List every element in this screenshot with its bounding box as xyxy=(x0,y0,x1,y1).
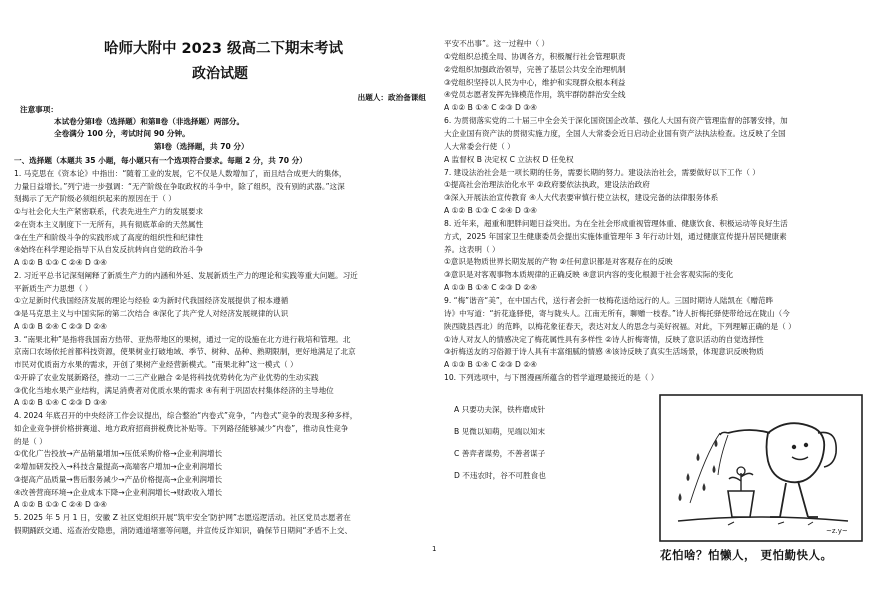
q10-option: C 善弈者谋势，不善者谋子 xyxy=(454,449,546,458)
question-line: 1. 马克思在《资本论》中指出：“随着工业的发展，它不仅是人数增加了，而且结合成更大的集体， xyxy=(14,168,347,178)
question-line: A ①② B ①④ C ②③ D ③④ xyxy=(444,103,537,113)
question-line: ③意识是对客观事物本质规律的正确反映 ④意识内容的变化根源于社会客观实际的变化 xyxy=(444,270,734,280)
section-instruction: 一、选择题（本题共 35 小题，每小题只有一个选项符合要求。每题 2 分，共 70 分） xyxy=(14,156,307,165)
question-line: ②党组织加强政治领导，完善了基层公共安全治理机制 xyxy=(444,64,626,74)
question-line: 力量日益增长。”列宁进一步强调：“无产阶级在争取政权的斗争中，除了组织，没有别的武器。”这深 xyxy=(14,181,345,191)
cartoon-caption: 花怕啥？怕懒人， 更怕勤快人。 xyxy=(660,548,833,562)
question-line: ②在资本主义制度下一无所有，具有彻底革命的天然属性 xyxy=(14,219,204,229)
question-line: A ①② B ①③ C ②④ D ③④ xyxy=(14,258,107,267)
question-line: 假期踊跃交通、巡查治安隐患，消防通道堵塞等问题，并宣传反诈知识，确保节日期间“矛盾不上交、 xyxy=(14,525,353,535)
question-line: 7. 建设法治社会是一项长期的任务，需要长期的努力。建设法治社会，需要做好以下工作（ ） xyxy=(444,167,760,177)
question-line: 4. 2024 年底召开的中央经济工作会议提出，综合整治“内卷式”竞争，“内卷式”竞争的表现多种多样， xyxy=(14,411,358,420)
question-line: ③优化当地水果产业结构，满足消费者对优质水果的需求 ④有利于巩固农村集体经济的主导地位 xyxy=(14,385,334,395)
notes-heading: 注意事项： xyxy=(20,105,58,114)
notes-line: 本试卷分第Ⅰ卷（选择题）和第Ⅱ卷（非选择题）两部分。 xyxy=(54,117,245,126)
q10-option: D 不违农时，谷不可胜食也 xyxy=(454,471,546,480)
question-line: A ①③ B ②④ C ②③ D ②④ xyxy=(14,321,107,331)
question-line: 诗》中写道：“折花逢驿使，寄与陇头人。江南无所有，聊赠一枝春。”诗人折梅托驿使带给远在陇山（今 xyxy=(444,308,790,318)
question-line: ③在生产和阶级斗争的实践形成了高度的组织性和纪律性 xyxy=(14,232,204,242)
question-line: ③深入开展法治宣传教育 ④人大代表要审慎行使立法权，建设完备的法律服务体系 xyxy=(444,193,719,203)
question-line: A 监督权 B 决定权 C 立法权 D 任免权 xyxy=(444,154,574,164)
question-line: 10. 下列选项中，与下图漫画所蕴含的哲学道理最接近的是（ ） xyxy=(444,373,659,383)
question-line: ①诗人对友人的情感决定了梅花属性具有多样性 ②诗人折梅寄情，反映了意识活动的自觉选择性 xyxy=(444,334,764,344)
question-line: ①与社会化大生产紧密联系，代表先进生产力的发展要求 xyxy=(14,207,204,216)
question-line: 5. 2025 年 5 月 1 日，安徽 Z 社区党组织开展“筑牢安全’防护网”志愿巡逻活动。社区党员志愿者在 xyxy=(14,513,351,522)
question-line: ④始终在科学理论指导下从自发反抗转向自觉的政治斗争 xyxy=(14,245,204,255)
question-line: ③是马克思主义与中国实际的第二次结合 ④深化了共产党人对经济发展规律的认识 xyxy=(14,309,289,318)
question-line: A ①② B ①③ C ②④ D ③④ xyxy=(14,500,107,510)
exam-title: 哈师大附中 2023 级高二下期末考试 xyxy=(104,41,343,57)
section-heading: 第Ⅰ卷（选择题，共 70 分） xyxy=(154,142,249,151)
question-line: A ①② B ①④ C ②③ D ③④ xyxy=(14,398,107,408)
question-line: ③党组织坚持以人民为中心，维护和实现群众根本利益 xyxy=(444,77,626,87)
page-number: 1 xyxy=(432,545,437,553)
question-line: ①意识是物质世界长期发展的产物 ②任何意识都是对客观存在的反映 xyxy=(444,257,673,267)
question-line: 京南口农场依托首都科技资源，使果树业打破地域、季节、树种、品种、熟期限制，更好地满足了北京 xyxy=(14,347,356,357)
q10-option: A 只要功夫深，铁杵磨成针 xyxy=(454,405,546,414)
artist-signature: ~z.y~ xyxy=(826,527,848,535)
question-line: 人大常委会行使（ ） xyxy=(444,141,515,151)
question-line: ①党组织总揽全局、协调各方，积极履行社会管理职责 xyxy=(444,51,626,61)
question-line: 平新质生产力思想（ ） xyxy=(14,283,93,293)
question-line: 方式，2025 年国家卫生健康委员会提出实施体重管理年 3 年行动计划，通过健康宣传提升居民健康素 xyxy=(444,231,787,241)
question-line: 平安不出事”。这一过程中（ ） xyxy=(444,39,550,48)
question-line: 2. 习近平总书记深刻阐释了新质生产力的内涵和外延、发展新质生产力的理论和实践等重大问题。习近 xyxy=(14,270,358,280)
question-line: A ①② B ①③ C ②④ D ③④ xyxy=(444,206,537,216)
question-line: 陕西陇县西北）的范晔，以梅花象征春天，表达对友人的思念与美好祝福。对此，下列理解正确的是（ ） xyxy=(444,321,796,331)
question-line: 3. “南果北种”是指将我国南方热带、亚热带地区的果树，通过一定的设施在北方进行栽培和管理。北 xyxy=(14,334,351,344)
question-line: ④党员志愿者发挥先锋模范作用，筑牢群防群治安全线 xyxy=(444,90,626,100)
question-line: ①立足新时代我国经济发展的理论与经验 ②为新时代我国经济发展提供了根本遵循 xyxy=(14,296,289,306)
question-line: 大企业国有资产法的贯彻实施力度，全国人大常委会近日启动企业国有资产法执法检查。这反映了全国 xyxy=(444,128,786,138)
question-line: 养。这表明（ ） xyxy=(444,244,500,254)
question-line: ③折梅送友的习俗源于诗人具有丰富细腻的情感 ④该诗反映了真实生活场景，体现意识反映物质 xyxy=(444,347,764,357)
question-line: ③提高产品质量→售后服务减少→产品价格提高→企业利润增长 xyxy=(14,474,223,484)
question-line: 如企业竞争拼价格拼赛道、地方政府招商拼税费比补贴等。下列路径能够减少“内卷”，推动良性竞争 xyxy=(14,423,349,433)
question-line: A ①③ B ①④ C ②③ D ②④ xyxy=(444,360,537,370)
question-line: ②增加研发投入→科技含量提高→高端客户增加→企业利润增长 xyxy=(14,462,223,471)
question-line: 刻揭示了无产阶级必须组织起来的原因在于（ ） xyxy=(14,194,176,204)
question-line: 8. 近年来，超重和肥胖问题日益突出。为在全社会形成重视管理体重、健康饮食、积极运动等良好生活 xyxy=(444,218,788,228)
question-line: 市民对优质南方水果的需求，开创了果树产业经营新模式。“南果北种”这一模式（ ） xyxy=(14,360,298,369)
question-line: ①优化广告投放→产品销量增加→压低采购价格→企业利润增长 xyxy=(14,449,223,459)
watering-can-cartoon-icon xyxy=(658,393,864,563)
exam-subtitle: 政治试题 xyxy=(192,66,248,82)
q10-option: B 见微以知萌，见端以知末 xyxy=(454,427,546,436)
question-line: ①开辟了农业发展新路径，推动一二三产业融合 ②是将科技优势转化为产业优势的生动实践 xyxy=(14,372,319,382)
question-line: A ①③ B ①④ C ②③ D ②④ xyxy=(444,283,537,293)
notes-line: 全卷满分 100 分，考试时间 90 分钟。 xyxy=(54,129,190,138)
question-line: ④改善营商环境→企业成本下降→企业利润增长→财政收入增长 xyxy=(14,487,223,497)
question-line: 6. 为贯彻落实党的二十届三中全会关于深化国资国企改革、强化人大国有资产管理监督的部署安排，加 xyxy=(444,116,788,126)
question-line: 9. “梅”谐音“美”，在中国古代，送行者会折一枝梅花送给远行的人。三国时期诗人陆凯在《赠范晔 xyxy=(444,296,774,305)
question-line: ①提高社会治理法治化水平 ②政府要依法执政，建设法治政府 xyxy=(444,180,650,190)
author-line: 出题人：政治备课组 xyxy=(357,93,426,102)
question-line: 的是（ ） xyxy=(14,436,47,446)
